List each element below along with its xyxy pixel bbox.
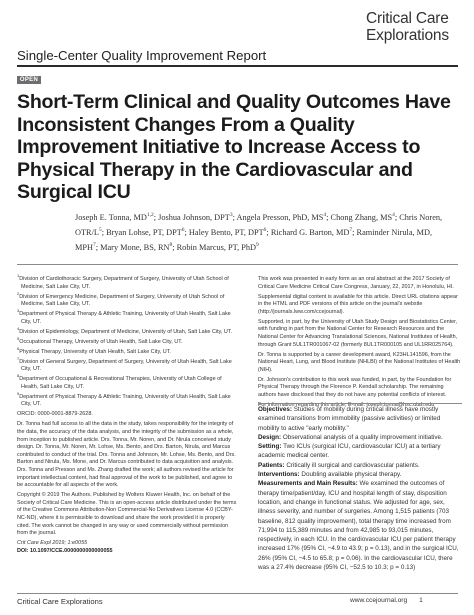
affiliation-text: Division of General Surgery, Department of Surgery, University of Utah Health, Salt Lake City, UT.: [19, 358, 232, 373]
article-note: Supported, in part, by the University of Utah Study Design and Biostatistics Center, with funding in part from the National Center for Research Resources and the National Center for Advancing Translational Sciences, National Institutes of Health, through Grant 5UL1TR001067-02 (formerly 8UL1TR000105 and UL1RR025764).: [258, 318, 458, 348]
abstract-section: [258, 470, 462, 479]
affiliation-number: 6: [17, 345, 20, 351]
abstract-divider: [258, 403, 462, 404]
article-note: This work was presented in early form as an oral abstract at the 2017 Society of Critical Care Medicine Critical Care Congress, January, 22, 2017, in Honolulu, HI.: [258, 276, 454, 290]
author: Mary Mone, BS, $RN^8$;: [100, 242, 175, 253]
author-name: Raminder Nirula, MD, MPH: [75, 228, 433, 253]
abstract-label: Objectives:: [258, 406, 292, 413]
author-name: Bryan Lohse, PT, DPT: [106, 228, 182, 238]
author-affiliation-mark: 4: [392, 212, 395, 218]
article-note: Dr. Johnson's contribution to this work was funded, in part, by the Foundation for Physical Therapy through the Florence P. Kendall scholarship. The remaining authors have disclosed that they do not have any potential conflicts of interest.: [258, 376, 452, 398]
affiliation-text: Department of Physical Therapy & Athletic Training, University of Utah Health, Salt Lake City, UT.: [19, 311, 231, 325]
author: Bryan Lohse, PT, DPT$^6$;: [106, 227, 187, 238]
author-affiliation-mark: 1,2: [146, 212, 154, 218]
author-name: Haley Bento, PT, DPT: [188, 228, 264, 238]
header-divider: [17, 65, 458, 67]
abstract-section: [258, 479, 462, 572]
affiliation-text: Department of Occupational & Recreational Therapies, University of Utah College of Health, Salt Lake City, UT.: [19, 376, 222, 390]
author: Haley Bento, PT, DPT$^6$;: [188, 227, 269, 238]
article-note: For information regarding this article, E-mail: joseph.tonna@hsc.utah.edu: [258, 401, 435, 408]
abstract: [258, 405, 462, 572]
affiliation-number: 9: [17, 391, 20, 397]
affiliation-text: Division of Emergency Medicine, Department of Surgery, University of Utah School of Medicine, Salt Lake City, UT.: [19, 293, 225, 308]
abstract-section: [258, 433, 462, 442]
affiliation: [17, 345, 239, 357]
open-access-badge: OPEN: [17, 76, 41, 84]
affiliation-number: 4: [17, 325, 20, 331]
affiliation-text: Division of Cardiothoracic Surgery, Department of Surgery, University of Utah School of Medicine, Salt Lake City, UT.: [19, 276, 229, 290]
abstract-label: Measurements and Main Results:: [258, 480, 358, 488]
author: Angela Presson, PhD, $MS^4$;: [236, 212, 329, 222]
author-name: Chong Zhang, MS: [330, 212, 393, 222]
abstract-text: Observational analysis of a quality improvement initiative.: [281, 433, 443, 441]
affiliation-text: Occupational Therapy, University of Utah Health, Salt Lake City, UT.: [19, 338, 183, 345]
affiliations-column: [17, 273, 239, 555]
author: [177, 243, 259, 252]
author-list: [75, 209, 455, 255]
affiliation: [17, 391, 239, 409]
author-affiliation-mark: 7: [349, 227, 353, 234]
author: Raminder Nirula, MD, MPH$^7$;: [75, 228, 433, 253]
author-name: Angela Presson, PhD, MS: [236, 212, 324, 222]
author-affiliation-mark: 3: [229, 212, 233, 218]
author: Joseph E. Tonna, MD$^{1,2}$;: [75, 212, 157, 222]
article-notes: [258, 276, 462, 412]
article-note: Supplemental digital content is available for this article. Direct URL citations appear in the HTML and PDF versions of this article on the journal's website (http://journals.lww.com/ccejournal).: [258, 293, 458, 315]
affiliation-number: 3: [17, 308, 20, 314]
affiliation-text: Division of Epidemiology, Department of Medicine, University of Utah, Salt Lake City, UT.: [19, 328, 233, 335]
affiliation: [17, 335, 239, 347]
orcid: ORCID: 0000-0001-8879-2628.: [17, 411, 93, 418]
author-name: Mary Mone, BS, RN: [100, 243, 170, 253]
affiliation-number: 2: [17, 290, 20, 296]
author: Chong Zhang, $MS^4$;: [330, 212, 398, 222]
author-name: Chris Noren, OTR/L: [75, 212, 443, 238]
affiliation-number: 5: [17, 335, 20, 341]
author-affiliation-mark: 8: [169, 242, 173, 249]
article-title: Short-Term Clinical and Quality Outcomes Have Inconsistent Changes From a Quality Improvement Initiative to Increase Access to Physical Therapy in the Cardiovascular and Surgical ICU: [17, 91, 451, 203]
journal-name-line2: Explorations: [366, 27, 449, 44]
footer-journal: Critical Care Explorations: [17, 597, 103, 606]
abstract-section: [258, 405, 462, 433]
affiliation: [17, 325, 239, 337]
abstract-label: Patients:: [258, 461, 285, 469]
author-contributions: Dr. Tonna had full access to all the data in the study, takes responsibility for the integrity of the data, the accuracy of the data analysis, and the integrity of the submission as a whole, from inception to published article. Drs. Tonna, Mr. Noren, and Dr. Nirula conceived study design. Dr. Tonna, Mr. Noren, Mr. Lohse, Ms. Bento, and Drs. Barton, Nirula, and Marcus contributed to conduct of the trial. Drs. Tonna and Johnson, Mr. Lohse, Ms. Bento, and Drs. Barton and Nirula, Ms. Mone, and Dr. Marcus contributed to data acquisition and analysis. Drs. Tonna and Presson and Ms. Zhang drafted the work; all authors revised the article for important intellectual content, had final approval of the work to be published, and agree to be accountable for all aspects of the work.: [17, 421, 236, 489]
author-affiliation-mark: 6: [181, 227, 185, 234]
footer-divider: [17, 593, 458, 594]
abstract-text: Critically ill surgical and cardiovascular patients.: [284, 461, 420, 469]
affiliation-list: [17, 273, 239, 409]
author-affiliation-mark: 7: [92, 242, 96, 249]
affiliation: [17, 355, 239, 374]
abstract-text: Two ICUs (surgical ICU, cardiovascular ICU) at a tertiary academic medical center.: [258, 443, 441, 460]
citation: Crit Care Expl 2019; 1:e0055: [17, 540, 88, 547]
author-divider: [17, 264, 458, 265]
author: Joshua Johnson, DPT$^3$;: [158, 212, 235, 222]
abstract-label: Setting:: [258, 443, 282, 451]
affiliation-text: Department of Physical Therapy & Athletic Training, University of Utah Health, Salt Lake City, UT.: [19, 393, 231, 408]
affiliation: [17, 308, 239, 326]
abstract-text: Studies of mobility during critical illness have mostly examined transitions from immobility (passive activities) or limited mobility to active "early mobility.": [258, 406, 441, 432]
abstract-label: Interventions:: [258, 471, 300, 479]
affiliation: [17, 373, 239, 391]
author: Chris Noren, OTR/$L^5$;: [75, 212, 443, 238]
affiliation-number: 8: [17, 373, 20, 379]
article-type: Single-Center Quality Improvement Report: [17, 48, 267, 63]
author-name: Richard G. Barton, MD: [270, 228, 350, 238]
footer-site: www.ccejournal.org: [350, 597, 408, 604]
author-affiliation-mark: 6: [263, 227, 267, 234]
abstract-text: We examined the outcomes of therapy time/patient/day, ICU and hospital length of stay, disposition location, and change in functional status. We adjusted for age, sex, illness severity, and number of surgeries. Among 1,515 patients (703 baseline, 812 quality improvement), total therapy time increased from 71,994 to 115,389 minutes and from 42,985 to 93,015 minutes, respectively, in each ICU. In the cardiovascular ICU per patient therapy increased 17% (95% CI, −4.9 to 43.9; p = 0.13), and in the surgical ICU, 26% (95% CI, −4.5 to 65.8; p = 0.06). In the cardiovascular ICU, there was a 27.4% decrease (95% CI, −52.5 to 10.3; p = 0.13): [258, 480, 459, 572]
author-name: Joshua Johnson, DPT: [158, 212, 230, 222]
copyright-notice: Copyright © 2019 The Authors. Published by Wolters Kluwer Health, Inc. on behalf of the Society of Critical Care Medicine. This is an open-access article distributed under the terms of the Creative Commons Attribution-Non Commercial-No Derivatives License 4.0 (CCBY-NC-ND), where it is permissible to download and share the work provided it is properly cited. The work cannot be changed in any way or used commercially without permission from the journal.: [17, 492, 237, 537]
affiliation: [17, 273, 239, 291]
abstract-section: [258, 461, 462, 470]
footer-right: [350, 597, 423, 604]
author-affiliation-mark: 9: [256, 242, 259, 249]
affiliation-number: 7: [17, 355, 20, 361]
author-name: Joseph E. Tonna, MD: [75, 212, 147, 222]
affiliation: [17, 290, 239, 309]
author: Richard G. Barton, $MD^7$;: [270, 227, 355, 238]
author-affiliation-mark: 4: [323, 212, 327, 218]
article-note: Dr. Tonna is supported by a career development award, K23HL141596, from the National Heart, Lung, and Blood Institute (NHLBI) of the National Institutes of Health (NIH).: [258, 351, 461, 373]
journal-name-line1: Critical Care: [366, 10, 449, 27]
page-number: 1: [419, 597, 423, 604]
author-affiliation-mark: 5: [98, 227, 102, 234]
affiliation-text: Physical Therapy, University of Utah Health, Salt Lake City, UT.: [19, 348, 171, 355]
abstract-text: Doubling available physical therapy.: [299, 471, 402, 479]
affiliation-number: 1: [17, 273, 20, 279]
abstract-label: Design:: [258, 433, 282, 441]
doi: DOI: 10.1097/CCE.0000000000000055: [17, 547, 113, 554]
author-name: Robin Marcus, PT, PhD: [176, 243, 256, 253]
journal-name: [366, 10, 466, 44]
abstract-section: [258, 442, 462, 461]
